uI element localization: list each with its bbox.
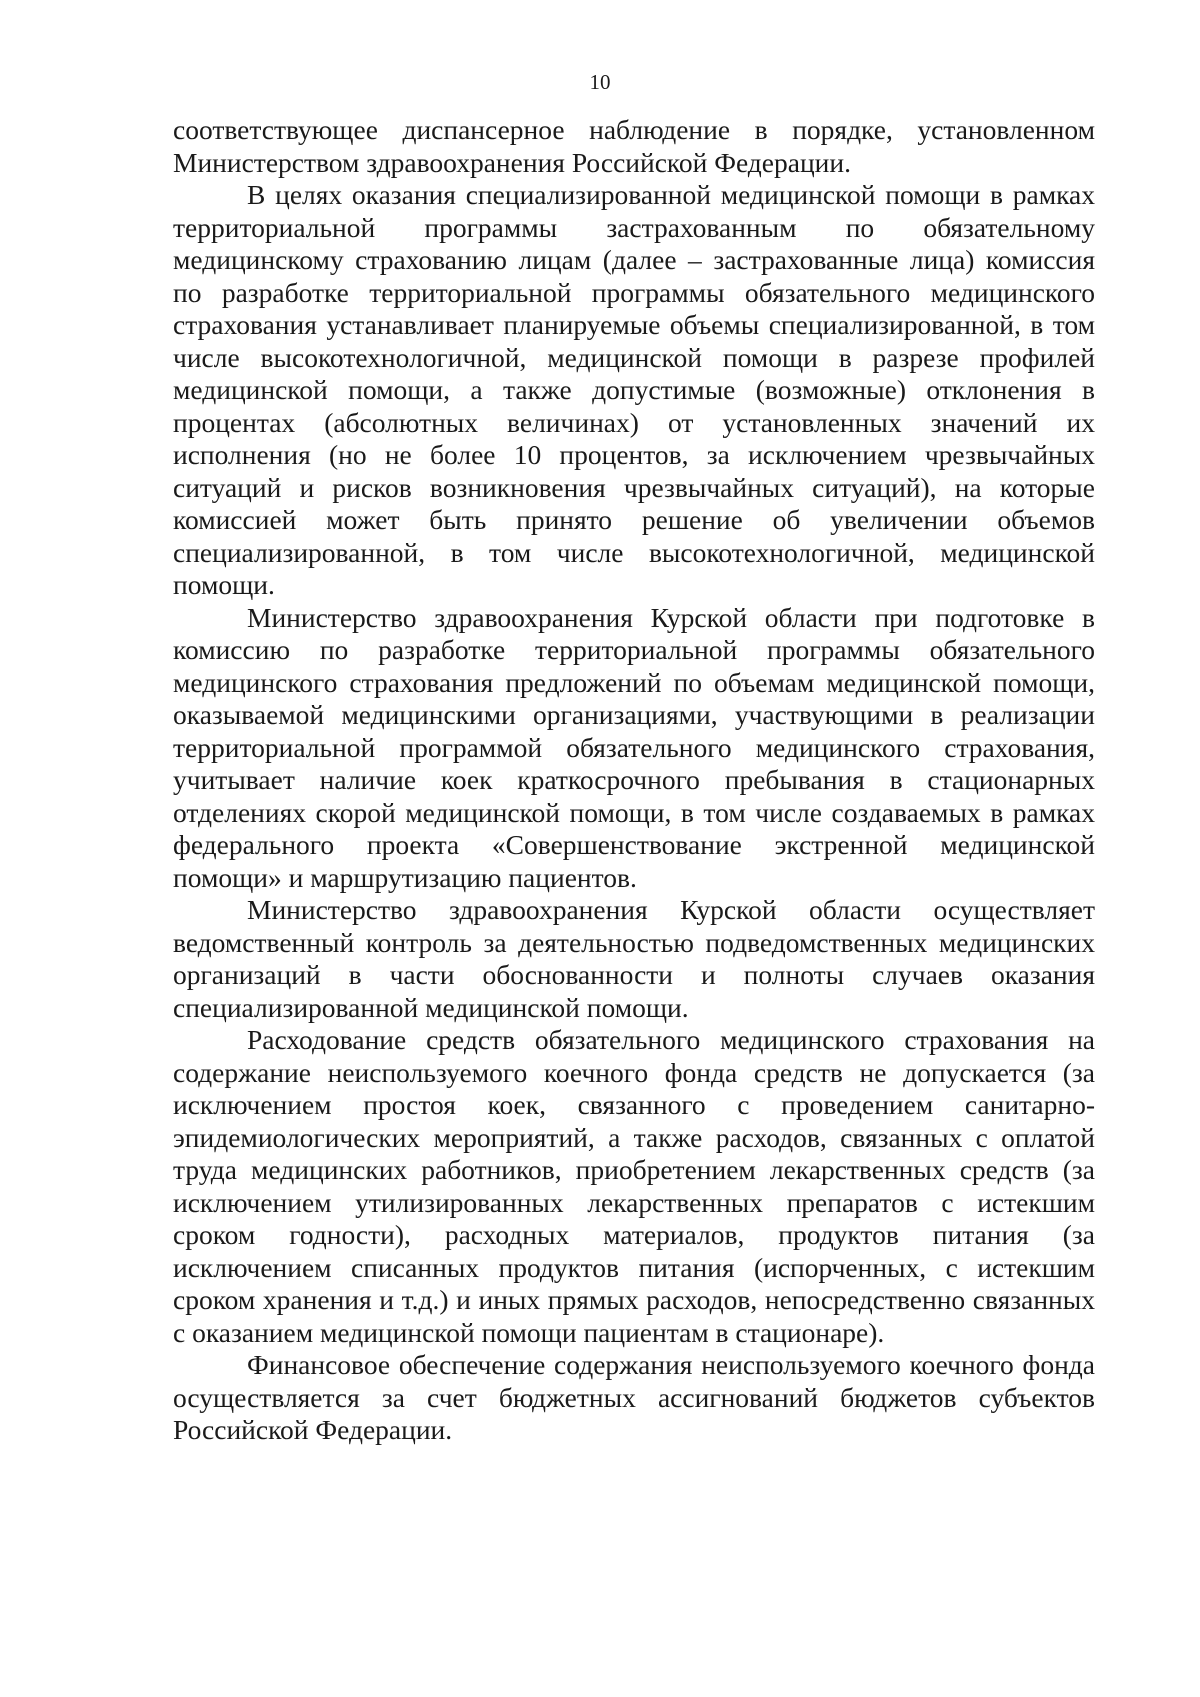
page-number: 10 [589,70,611,94]
paragraph-departmental-control: Министерство здравоохранения Курской области осуществляет ведомственный контроль за деятельностью подведомственных медицинских организаций в части обоснованности и полноты случаев оказания специализированной медицинской помощи. [173,894,1095,1023]
document-body [173,114,1095,1447]
paragraph-bed-fund-expenses: Расходование средств обязательного медицинского страхования на содержание неиспользуемого коечного фонда средств не допускается (за исключением простоя коек, связанного с проведением санитарно-эпидемиологических мероприятий, а также расходов, связанных с оплатой труда медицинских работников, приобретением лекарственных средств (за исключением утилизированных лекарственных препаратов с истекшим сроком годности), расходных материалов, продуктов питания (за исключением списанных продуктов питания (испорченных, с истекшим сроком хранения и т.д.) и иных прямых расходов, непосредственно связанных с оказанием медицинской помощи пациентам в стационаре). [173,1024,1095,1348]
paragraph-ministry-proposals: Министерство здравоохранения Курской области при подготовке в комиссию по разработке территориальной программы обязательного медицинского страхования предложений по объемам медицинской помощи, оказываемой медицинскими организациями, участвующими в реализации территориальной программой обязательного медицинского страхования, учитывает наличие коек краткосрочного пребывания в стационарных отделениях скорой медицинской помощи, в том числе создаваемых в рамках федерального проекта «Совершенствование экстренной медицинской помощи» и маршрутизацию пациентов. [173,601,1095,893]
paragraph-continuation: соответствующее диспансерное наблюдение в порядке, установленном Министерством здравоохранения Российской Федерации. [173,114,1095,178]
paragraph-financial-provision: Финансовое обеспечение содержания неиспользуемого коечного фонда осуществляется за счет бюджетных ассигнований бюджетов субъектов Российской Федерации. [173,1349,1095,1445]
paragraph-specialized-care-volumes: В целях оказания специализированной медицинской помощи в рамках территориальной программы застрахованным по обязательному медицинскому страхованию лицам (далее – застрахованные лица) комиссия по разработке территориальной программы обязательного медицинского страхования устанавливает планируемые объемы специализированной, в том числе высокотехнологичной, медицинской помощи в разрезе профилей медицинской помощи, а также допустимые (возможные) отклонения в процентах (абсолютных величинах) от установленных значений их исполнения (но не более 10 процентов, за исключением чрезвычайных ситуаций и рисков возникновения чрезвычайных ситуаций), на которые комиссией может быть принято решение об увеличении объемов специализированной, в том числе высокотехнологичной, медицинской помощи. [173,179,1095,600]
